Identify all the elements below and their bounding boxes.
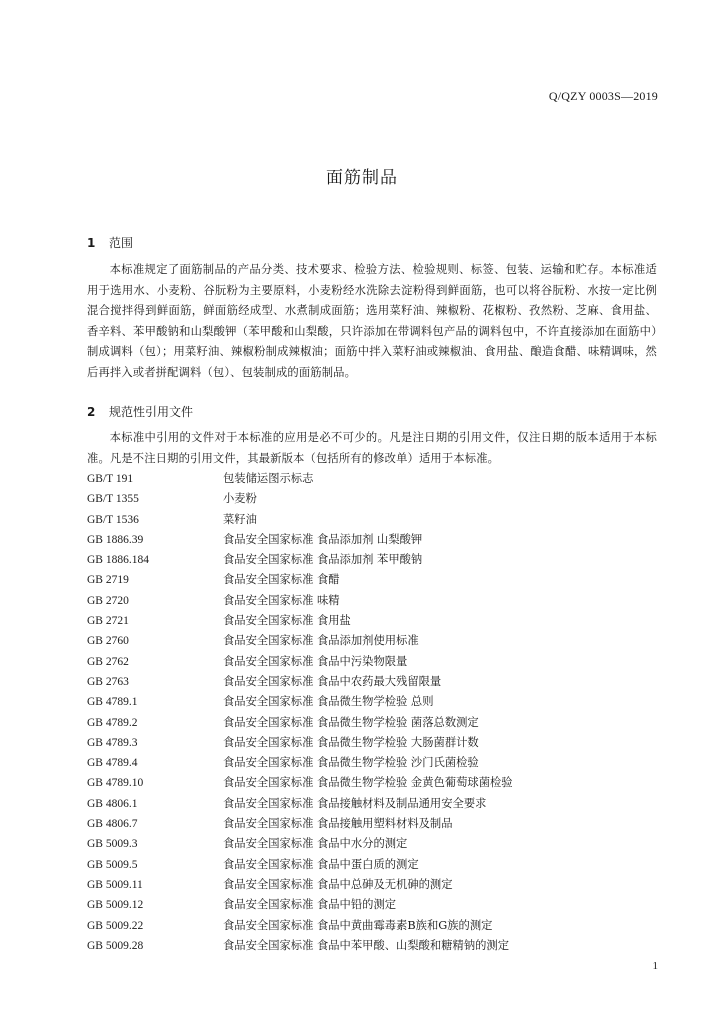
reference-title: 包装储运图示标志 [223,472,314,485]
reference-row [87,611,657,631]
reference-code: GB 4789.3 [87,736,138,749]
reference-title: 食品安全国家标准 食品中蛋白质的测定 [223,857,419,871]
reference-row [87,489,657,509]
reference-row [87,895,657,915]
reference-code: GB 2760 [87,635,129,648]
reference-row [87,733,657,753]
reference-title: 食品安全国家标准 食品微生物学检验 沙门氏菌检验 [223,756,479,770]
reference-code: GB 4789.2 [87,716,138,729]
reference-row [87,591,657,611]
reference-code: GB 1886.39 [87,533,144,546]
page-number: 1 [652,960,658,972]
reference-code: GB 5009.28 [87,939,144,952]
reference-row [87,773,657,793]
reference-code: GB 2719 [87,574,129,587]
reference-title: 食品安全国家标准 食品中农药最大残留限量 [223,674,442,688]
reference-code: GB 2720 [87,594,129,607]
reference-row [87,814,657,834]
reference-row [87,834,657,854]
reference-row [87,916,657,936]
reference-code: GB 4806.7 [87,818,138,831]
reference-row [87,794,657,814]
reference-row [87,652,657,672]
reference-title: 食品安全国家标准 食品微生物学检验 总则 [223,695,434,709]
reference-code: GB 4789.10 [87,777,144,790]
reference-title: 食品安全国家标准 食品中铅的测定 [223,898,397,912]
section-normative-references [87,402,657,469]
reference-title: 食品安全国家标准 食醋 [223,573,340,587]
reference-code: GB 4789.1 [87,696,138,709]
reference-title: 食品安全国家标准 味精 [223,593,340,607]
reference-row [87,510,657,530]
reference-code: GB 5009.11 [87,878,143,891]
reference-title: 食品安全国家标准 食品中水分的测定 [223,837,408,851]
reference-code: GB/T 1536 [87,513,139,526]
reference-code: GB 5009.22 [87,919,144,932]
reference-title: 小麦粉 [223,492,257,506]
reference-row [87,530,657,550]
document-title: 面筋制品 [326,168,398,188]
reference-row [87,692,657,712]
reference-title: 食品安全国家标准 食品中总砷及无机砷的测定 [223,877,453,891]
reference-title: 食品安全国家标准 食品中黄曲霉毒素B族和G族的测定 [223,918,493,932]
section-title: 规范性引用文件 [109,405,194,419]
reference-title: 食品安全国家标准 食品接触材料及制品通用安全要求 [223,796,487,810]
reference-title: 食品安全国家标准 食品添加剂 苯甲酸钠 [223,553,423,567]
section-scope [87,233,657,383]
reference-row [87,855,657,875]
reference-row [87,469,657,489]
reference-code: GB 2763 [87,675,129,688]
reference-code: GB/T 1355 [87,493,139,506]
references-intro-paragraph: 本标准中引用的文件对于本标准的应用是必不可少的。凡是注日期的引用文件，仅注日期的版本适用于本标准。凡是不注日期的引用文件，其最新版本（包括所有的修改单）适用于本标准。 [87,431,657,465]
reference-code: GB 5009.5 [87,858,138,871]
reference-title: 食品安全国家标准 食品中苯甲酸、山梨酸和糖精钠的测定 [223,938,510,952]
reference-row [87,631,657,651]
reference-code: GB 4789.4 [87,757,138,770]
reference-row [87,550,657,570]
reference-title: 食品安全国家标准 食品微生物学检验 菌落总数测定 [223,715,479,729]
reference-code: GB 4806.1 [87,797,138,810]
reference-code: GB 2721 [87,615,129,628]
standard-code: Q/QZY 0003S—2019 [548,89,658,103]
reference-row [87,570,657,590]
reference-title: 食品安全国家标准 食品中污染物限量 [223,654,408,668]
section-title: 范围 [109,236,134,250]
reference-row [87,753,657,773]
reference-code: GB 5009.12 [87,899,144,912]
section-number: 2 [87,405,96,419]
reference-code: GB 5009.3 [87,838,138,851]
section-heading-scope [87,233,657,253]
reference-title: 食品安全国家标准 食品接触用塑料材料及制品 [223,817,453,831]
scope-paragraph: 本标准规定了面筋制品的产品分类、技术要求、检验方法、检验规则、标签、包装、运输和贮存。本标准适用于选用水、小麦粉、谷朊粉为主要原料，小麦粉经水洗除去淀粉得到鲜面筋，也可以将谷朊粉、水按一定比例混合搅拌得到鲜面筋，鲜面筋经成型、水煮制成面筋；选用菜籽油、辣椒粉、花椒粉、孜然粉、芝麻、食用盐、香辛料、苯甲酸钠和山梨酸钾（苯甲酸和山梨酸，只许添加在带调料包产品的调料包中，不许直接添加在面筋中）制成调料（包）；用菜籽油、辣椒粉制成辣椒油；面筋中拌入菜籽油或辣椒油、食用盐、酿造食醋、味精调味，然后再拌入或者拼配调料（包）、包装制成的面筋制品。 [87,263,657,379]
reference-row [87,936,657,956]
reference-code: GB 2762 [87,655,129,668]
section-heading-references [87,402,657,422]
reference-row [87,672,657,692]
reference-list [87,469,657,956]
reference-title: 食品安全国家标准 食用盐 [223,614,351,628]
reference-title: 食品安全国家标准 食品添加剂 山梨酸钾 [223,532,423,546]
reference-code: GB 1886.184 [87,554,149,567]
reference-title: 食品安全国家标准 食品微生物学检验 大肠菌群计数 [223,735,479,749]
reference-title: 食品安全国家标准 食品添加剂使用标准 [223,634,419,648]
reference-code: GB/T 191 [87,473,134,485]
reference-title: 食品安全国家标准 食品微生物学检验 金黄色葡萄球菌检验 [223,776,513,790]
section-number: 1 [87,236,96,250]
reference-row [87,713,657,733]
reference-row [87,875,657,895]
reference-title: 菜籽油 [223,512,257,526]
